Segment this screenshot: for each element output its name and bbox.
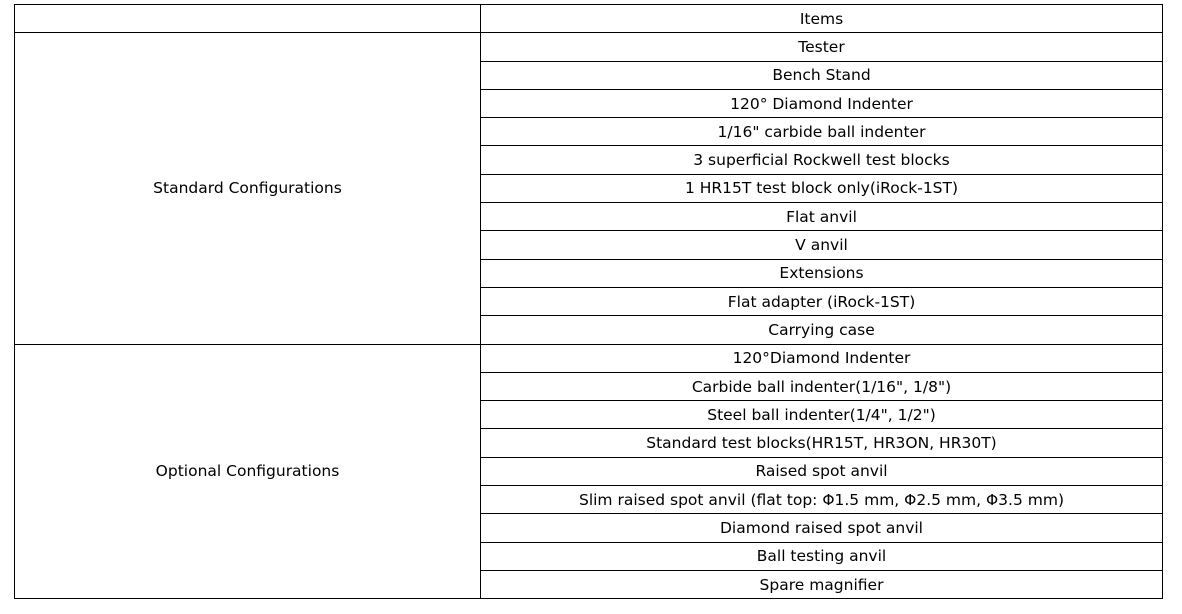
- configuration-table-body: [15, 5, 1163, 599]
- table-header-row: [15, 5, 1163, 33]
- item-cell: Steel ball indenter(1/4", 1/2"): [481, 401, 1163, 429]
- group-label-cell: Optional Configurations: [15, 344, 481, 599]
- item-cell: Flat adapter (iRock-1ST): [481, 287, 1163, 315]
- item-cell: Carbide ball indenter(1/16", 1/8"): [481, 372, 1163, 400]
- table-row: [15, 33, 1163, 61]
- item-cell: 1 HR15T test block only(iRock-1ST): [481, 174, 1163, 202]
- item-cell: Ball testing anvil: [481, 542, 1163, 570]
- item-cell: 120° Diamond Indenter: [481, 89, 1163, 117]
- item-cell: 1/16" carbide ball indenter: [481, 118, 1163, 146]
- table-row: [15, 344, 1163, 372]
- configuration-table: [14, 4, 1163, 599]
- item-cell: V anvil: [481, 231, 1163, 259]
- item-cell: 3 superficial Rockwell test blocks: [481, 146, 1163, 174]
- item-cell: Bench Stand: [481, 61, 1163, 89]
- item-cell: Carrying case: [481, 316, 1163, 344]
- header-items-cell: Items: [481, 5, 1163, 33]
- item-cell: 120°Diamond Indenter: [481, 344, 1163, 372]
- item-cell: Raised spot anvil: [481, 457, 1163, 485]
- item-cell: Tester: [481, 33, 1163, 61]
- item-cell: Diamond raised spot anvil: [481, 514, 1163, 542]
- item-cell: Slim raised spot anvil (flat top: Φ1.5 mm, Φ2.5 mm, Φ3.5 mm): [481, 486, 1163, 514]
- header-group-cell: [15, 5, 481, 33]
- group-label-cell: Standard Configurations: [15, 33, 481, 344]
- item-cell: Flat anvil: [481, 203, 1163, 231]
- item-cell: Standard test blocks(HR15T, HR3ON, HR30T): [481, 429, 1163, 457]
- item-cell: Extensions: [481, 259, 1163, 287]
- item-cell: Spare magnifier: [481, 570, 1163, 598]
